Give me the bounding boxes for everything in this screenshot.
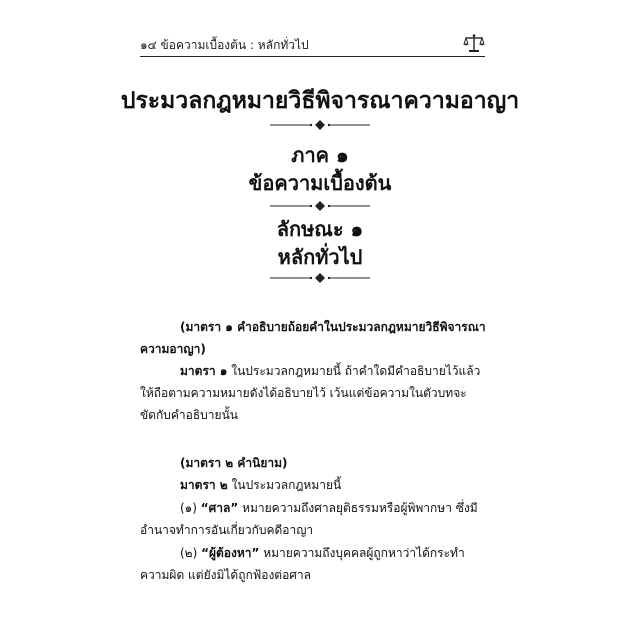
chapter-name: หลักทั่วไป bbox=[277, 245, 363, 269]
definition-text: หมายความถึงบุคคลผู้ถูกหาว่าได้กระทำ bbox=[259, 546, 465, 560]
ornament-divider bbox=[270, 273, 370, 283]
page-number: ๑๔ bbox=[140, 38, 157, 52]
section-caption: (มาตรา ๒ คำนิยาม) bbox=[180, 456, 288, 470]
running-title: ข้อความเบื้องต้น : หลักทั่วไป bbox=[160, 38, 309, 52]
chapter-label: ลักษณะ ๑ bbox=[276, 217, 364, 241]
definition-text: หมายความถึงศาลยุติธรรมหรือผู้พิพากษา ซึ่งมี bbox=[238, 501, 478, 515]
ornament-divider bbox=[270, 201, 370, 211]
part-label: ภาค ๑ bbox=[291, 143, 349, 167]
section-caption-continued: ความอาญา) bbox=[140, 342, 206, 356]
section-text: ในประมวลกฎหมายนี้ ถ้าคำใดมีคำอธิบายไว้แล้ว bbox=[227, 364, 481, 378]
section-text: ในประมวลกฎหมายนี้ bbox=[227, 478, 342, 492]
section-lead: มาตรา ๑ bbox=[180, 364, 228, 378]
section-text-line: ให้ถือตามความหมายดังได้อธิบายไว้ เว้นแต่ข้อความในตัวบทจะ bbox=[140, 386, 467, 400]
definition-number: (๑) bbox=[180, 501, 201, 515]
section-paragraph bbox=[180, 474, 341, 496]
scales-of-justice-icon bbox=[463, 33, 485, 53]
running-header bbox=[140, 34, 485, 57]
part-name: ข้อความเบื้องต้น bbox=[248, 171, 392, 195]
definition-term: “ศาล” bbox=[200, 501, 239, 515]
section-lead: มาตรา ๒ bbox=[180, 478, 228, 492]
definition-item bbox=[180, 497, 478, 519]
definition-number: (๒) bbox=[180, 546, 202, 560]
section-caption: (มาตรา ๑ คำอธิบายถ้อยคำในประมวลกฎหมายวิธีพิจารณา bbox=[180, 320, 486, 334]
definition-text-line: ความผิด แต่ยังมิได้ถูกฟ้องต่อศาล bbox=[140, 568, 312, 582]
running-header-text bbox=[140, 36, 309, 55]
definition-item bbox=[180, 542, 465, 564]
section-text-line: ขัดกับคำอธิบายนั้น bbox=[140, 408, 238, 422]
definition-term: “ผู้ต้องหา” bbox=[201, 546, 260, 560]
document-title: ประมวลกฎหมายวิธีพิจารณาความอาญา bbox=[120, 87, 520, 114]
ornament-divider bbox=[270, 120, 370, 130]
section-paragraph bbox=[180, 360, 480, 382]
definition-text-line: อำนาจทำการอันเกี่ยวกับคดีอาญา bbox=[140, 523, 314, 537]
